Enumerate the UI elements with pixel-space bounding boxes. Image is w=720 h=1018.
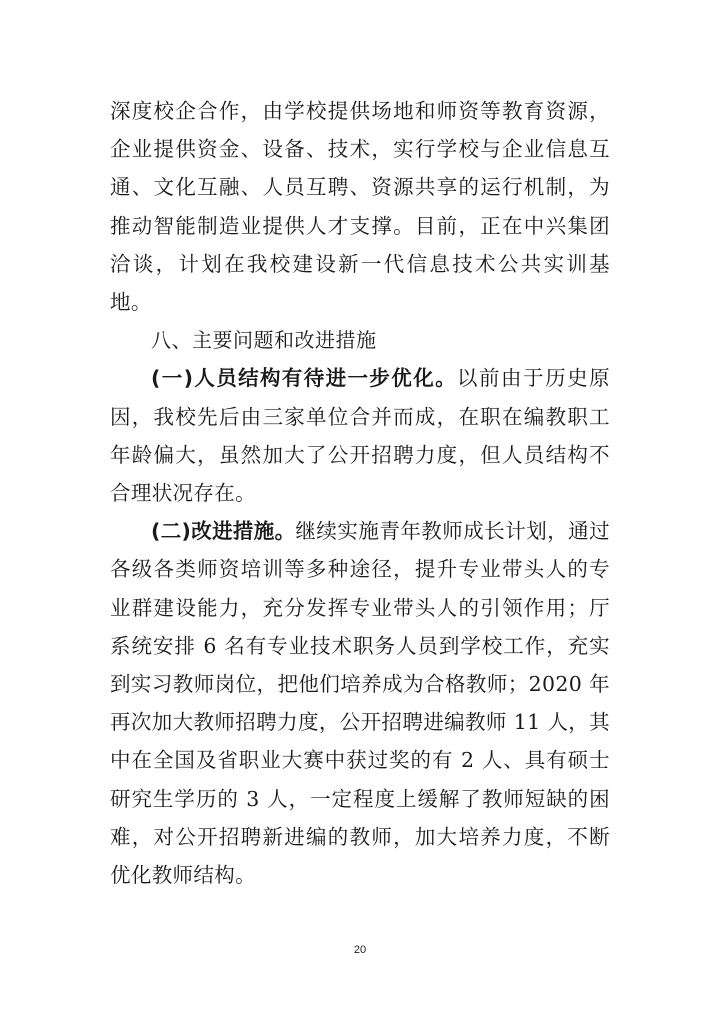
problem-text: 以前由于历史原因，我校先后由三家单位合并而成，在职在编教职工年龄偏大，虽然加大了公开招聘力度，但人员结构不合理状况存在。: [110, 366, 610, 506]
measures-paragraph: [110, 512, 610, 894]
measures-text: 继续实施青年教师成长计划，通过各级各类师资培训等多种途径，提升专业带头人的专业群建设能力，充分发挥专业带头人的引领作用；厅系统安排 6 名有专业技术职务人员到学校工作，充实到实习教师岗位，把他们培养成为合格教师；2020 年再次加大教师招聘力度，公开招聘进编教师 11 人，其中在全国及省职业大赛中获过奖的有 2 人、具有硕士研究生学历的 3 人，一定程度上缓解了教师短缺的困难，对公开招聘新进编的教师，加大培养力度，不断优化教师结构。: [110, 519, 611, 888]
problem-lead: (一)人员结构有待进一步优化。: [151, 366, 457, 391]
page-number: 20: [353, 944, 367, 956]
document-body: [110, 92, 610, 894]
section-heading: 八、主要问题和改进措施: [151, 328, 377, 353]
problem-paragraph: [110, 359, 610, 512]
continuation-paragraph: 深度校企合作，由学校提供场地和师资等教育资源，企业提供资金、设备、技术，实行学校与企业信息互通、文化互融、人员互聘、资源共享的运行机制，为推动智能制造业提供人才支撑。目前，正在中兴集团洽谈，计划在我校建设新一代信息技术公共实训基地。: [110, 99, 610, 315]
measures-lead: (二)改进措施。: [151, 519, 296, 544]
